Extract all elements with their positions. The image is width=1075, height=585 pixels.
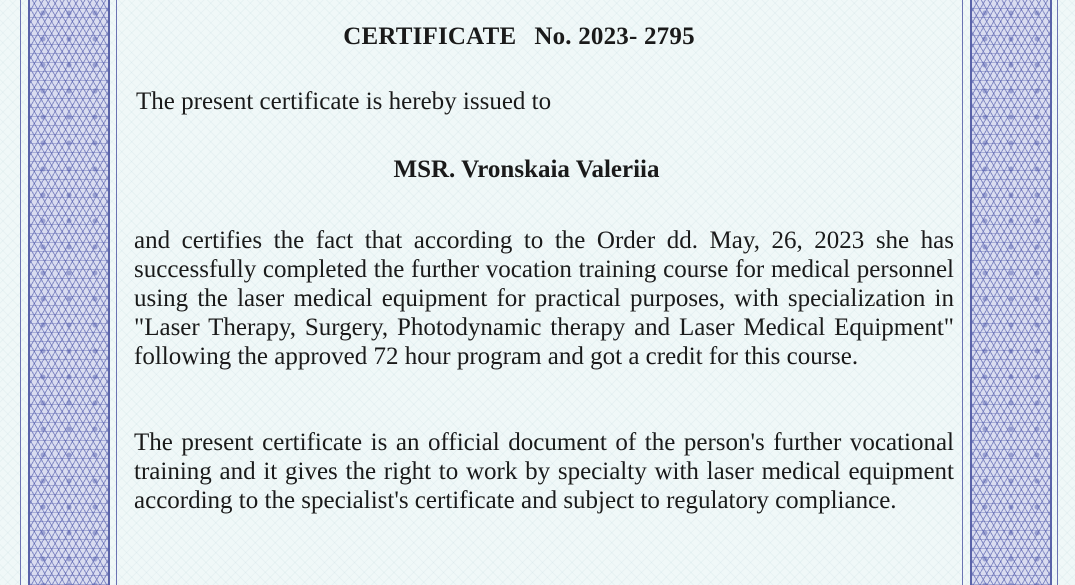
right-inner-rule	[962, 0, 963, 585]
certificate-title: CERTIFICATE	[343, 23, 517, 50]
right-outer-rule	[1057, 0, 1058, 585]
legal-statement: The present certificate is an official document of the person's further vocational training and it gives the right to work by specialty with laser medical equipment according to the specialist's certificate and subject to regulatory compliance.	[134, 429, 954, 514]
certification-statement: and certifies the fact that according to the Order dd. May, 26, 2023 she has successfully completed the further vocation training course for medical personnel using the laser medical equipment for practical purposes, with specialization in "Laser Therapy, Surgery, Photodynamic therapy and Laser Medical Equipment" following the approved 72 hour program and got a credit for this course.	[134, 227, 954, 370]
left-guilloche-border	[28, 0, 110, 585]
left-inner-rule	[116, 0, 117, 585]
certificate-heading	[134, 23, 904, 51]
recipient-name: MSR. Vronskaia Valeriia	[393, 156, 660, 183]
intro-text: The present certificate is hereby issued to	[136, 88, 552, 115]
left-outer-rule	[20, 0, 21, 585]
certificate-number: No. 2023- 2795	[534, 23, 695, 50]
right-guilloche-border	[970, 0, 1052, 585]
